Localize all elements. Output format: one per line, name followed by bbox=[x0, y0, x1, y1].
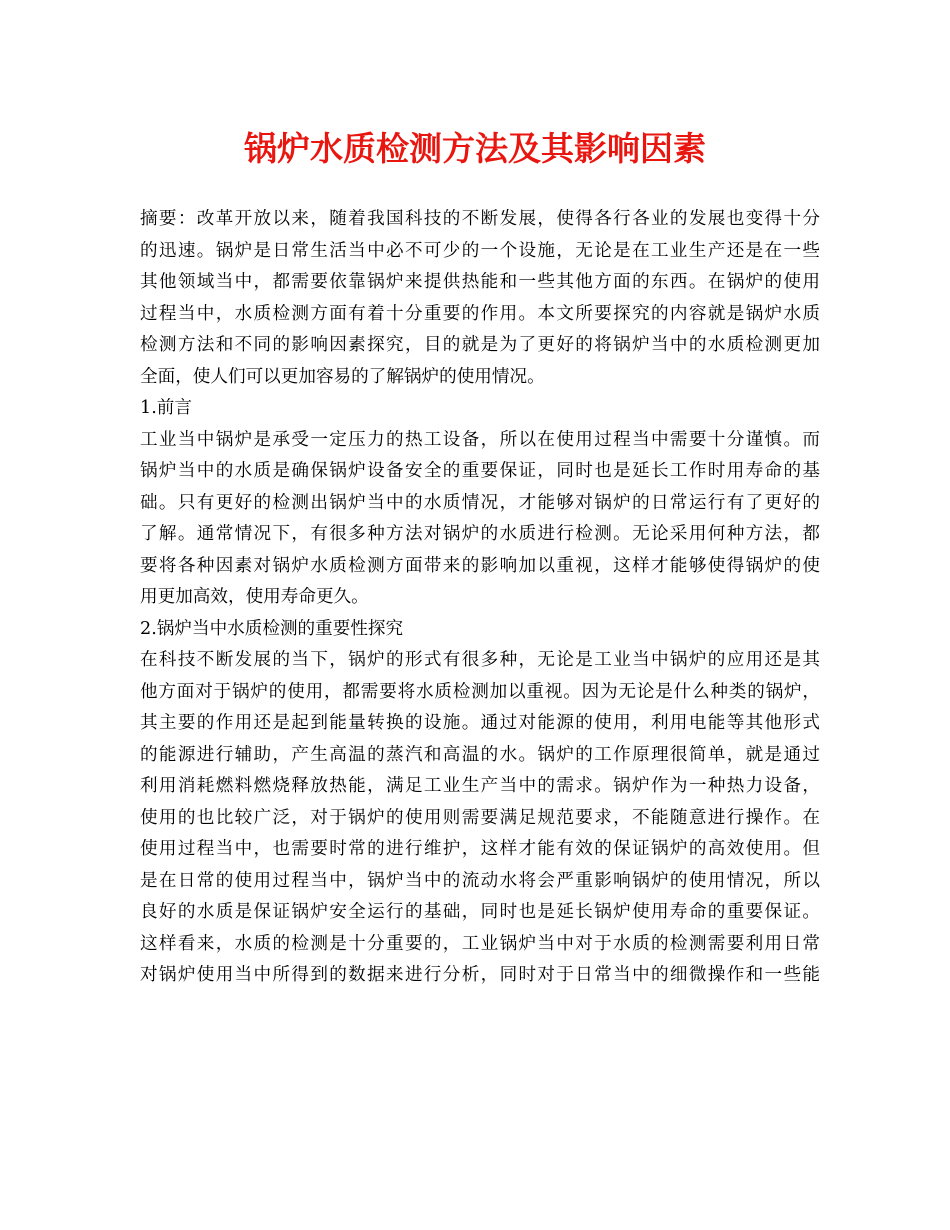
text-line: 2.锅炉当中水质检测的重要性探究 bbox=[140, 618, 404, 639]
text-line: 使用过程当中，也需要时常的进行维护，这样才能有效的保证锅炉的高效使用。但 bbox=[140, 839, 820, 859]
text-line: 锅炉当中的水质是确保锅炉设备安全的重要保证，同时也是延长工作时用寿命的基 bbox=[140, 461, 820, 481]
text-line: 础。只有更好的检测出锅炉当中的水质情况，才能够对锅炉的日常运行有了更好的 bbox=[140, 492, 820, 513]
text-line: 是在日常的使用过程当中，锅炉当中的流动水将会严重影响锅炉的使用情况，所以 bbox=[140, 870, 820, 891]
text-line: 利用消耗燃料燃烧释放热能，满足工业生产当中的需求。锅炉作为一种热力设备， bbox=[140, 776, 820, 796]
text-line: 全面，使人们可以更加容易的了解锅炉的使用情况。 bbox=[140, 366, 545, 387]
text-line: 对锅炉使用当中所得到的数据来进行分析，同时对于日常当中的细微操作和一些能 bbox=[140, 965, 820, 985]
text-line: 使用的也比较广泛，对于锅炉的使用则需要满足规范要求，不能随意进行操作。在 bbox=[140, 807, 820, 828]
text-line: 过程当中，水质检测方面有着十分重要的作用。本文所要探究的内容就是锅炉水质 bbox=[140, 303, 820, 324]
text-line: 良好的水质是保证锅炉安全运行的基础，同时也是延长锅炉使用寿命的重要保证。 bbox=[140, 902, 820, 922]
text-line: 在科技不断发展的当下，锅炉的形式有很多种，无论是工业当中锅炉的应用还是其 bbox=[140, 650, 820, 670]
text-line: 的能源进行辅助，产生高温的蒸汽和高温的水。锅炉的工作原理很简单，就是通过 bbox=[140, 744, 820, 765]
text-line: 其他领域当中，都需要依靠锅炉来提供热能和一些其他方面的东西。在锅炉的使用 bbox=[140, 272, 820, 292]
text-line: 这样看来，水质的检测是十分重要的，工业锅炉当中对于水质的检测需要利用日常 bbox=[140, 933, 820, 954]
text-line: 用更加高效，使用寿命更久。 bbox=[140, 587, 369, 607]
text-line: 其主要的作用还是起到能量转换的设施。通过对能源的使用，利用电能等其他形式 bbox=[140, 713, 820, 733]
document-title: 锅炉水质检测方法及其影响因素 bbox=[244, 129, 706, 168]
text-line: 摘要：改革开放以来，随着我国科技的不断发展，使得各行各业的发展也变得十分 bbox=[140, 209, 820, 229]
text-line: 工业当中锅炉是承受一定压力的热工设备，所以在使用过程当中需要十分谨慎。而 bbox=[140, 429, 820, 450]
document-body bbox=[140, 204, 820, 992]
text-line: 了解。通常情况下，有很多种方法对锅炉的水质进行检测。无论采用何种方法，都 bbox=[140, 524, 820, 544]
text-line: 1.前言 bbox=[140, 398, 192, 418]
text-line: 检测方法和不同的影响因素探究，目的就是为了更好的将锅炉当中的水质检测更加 bbox=[140, 335, 820, 355]
text-line: 他方面对于锅炉的使用，都需要将水质检测加以重视。因为无论是什么种类的锅炉， bbox=[140, 681, 820, 702]
text-line: 要将各种因素对锅炉水质检测方面带来的影响加以重视，这样才能够使得锅炉的使 bbox=[140, 555, 820, 576]
text-line: 的迅速。锅炉是日常生活当中必不可少的一个设施，无论是在工业生产还是在一些 bbox=[140, 240, 820, 261]
